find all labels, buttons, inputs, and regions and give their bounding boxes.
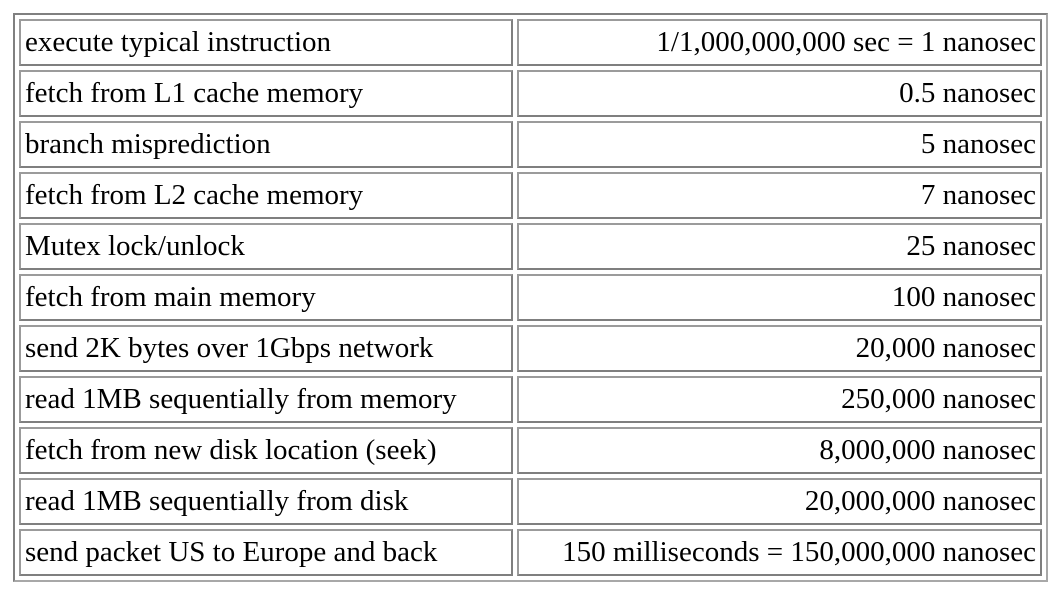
time-cell: 1/1,000,000,000 sec = 1 nanosec	[517, 19, 1042, 66]
time-cell: 0.5 nanosec	[517, 70, 1042, 117]
time-cell: 25 nanosec	[517, 223, 1042, 270]
operation-cell: read 1MB sequentially from disk	[19, 478, 513, 525]
table-row	[19, 427, 1042, 474]
table-row	[19, 172, 1042, 219]
time-cell: 20,000 nanosec	[517, 325, 1042, 372]
table-row	[19, 478, 1042, 525]
table-row	[19, 70, 1042, 117]
time-cell: 100 nanosec	[517, 274, 1042, 321]
table-row	[19, 274, 1042, 321]
operation-cell: fetch from L1 cache memory	[19, 70, 513, 117]
latency-table	[13, 13, 1048, 582]
time-cell: 150 milliseconds = 150,000,000 nanosec	[517, 529, 1042, 576]
table-row	[19, 376, 1042, 423]
operation-cell: read 1MB sequentially from memory	[19, 376, 513, 423]
time-cell: 8,000,000 nanosec	[517, 427, 1042, 474]
operation-cell: fetch from L2 cache memory	[19, 172, 513, 219]
time-cell: 7 nanosec	[517, 172, 1042, 219]
time-cell: 250,000 nanosec	[517, 376, 1042, 423]
operation-cell: fetch from main memory	[19, 274, 513, 321]
table-row	[19, 529, 1042, 576]
operation-cell: send packet US to Europe and back	[19, 529, 513, 576]
time-cell: 20,000,000 nanosec	[517, 478, 1042, 525]
operation-cell: fetch from new disk location (seek)	[19, 427, 513, 474]
table-row	[19, 19, 1042, 66]
table-row	[19, 121, 1042, 168]
operation-cell: Mutex lock/unlock	[19, 223, 513, 270]
operation-cell: send 2K bytes over 1Gbps network	[19, 325, 513, 372]
table-row	[19, 223, 1042, 270]
time-cell: 5 nanosec	[517, 121, 1042, 168]
latency-table-body	[19, 19, 1042, 576]
operation-cell: execute typical instruction	[19, 19, 513, 66]
table-row	[19, 325, 1042, 372]
operation-cell: branch misprediction	[19, 121, 513, 168]
